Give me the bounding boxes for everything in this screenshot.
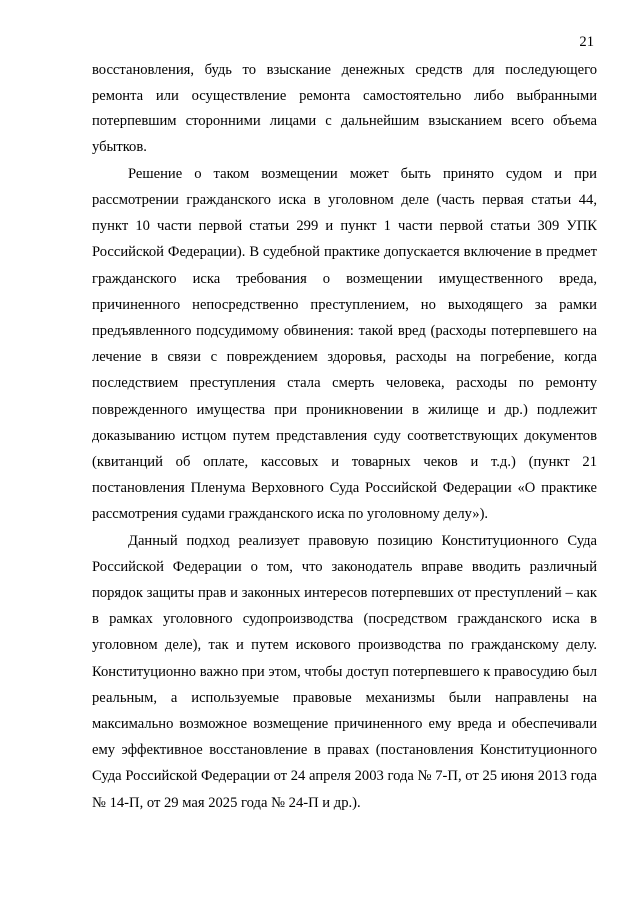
paragraph-constitutional-position: Данный подход реализует правовую позицию Конституционного Суда Российской Федерации о том, что законодатель вправе вводить различный порядок защиты прав и законных интересов потерпевших от преступлений – как в рамках уголовного судопроизводства (посредством гражданского иска в уголовном деле), так и путем искового производства по гражданскому делу. Конституционно важно при этом, чтобы доступ потерпевшего к правосудию был реальным, а используемые правовые механизмы были направлены на максимально возможное возмещение причиненного ему вреда и обеспечивали ему эффективное восстановление в правах (постановления Конституционного Суда Российской Федерации от 24 апреля 2003 года № 7-П, от 25 июня 2013 года № 14-П, от 29 мая 2025 года № 24-П и др.).: [92, 532, 597, 811]
document-body: [92, 58, 597, 816]
paragraph-compensation-decision: Решение о таком возмещении может быть принято судом и при рассмотрении гражданского иска в уголовном деле (часть первая статьи 44, пункт 10 части первой статьи 299 и пункт 1 части первой статьи 309 УПК Российской Федерации). В судебной практике допускается включение в предмет гражданского иска требования о возмещении имущественного вреда, причиненного непосредственно преступлением, но выходящего за рамки предъявленного подсудимому обвинения: такой вред (расходы потерпевшего на лечение в связи с повреждением здоровья, расходы на погребение, когда последствием преступления стала смерть человека, расходы по ремонту поврежденного имущества при проникновении в жилище и др.) подлежит доказыванию истцом путем представления суду соответствующих документов (квитанций об оплате, кассовых и товарных чеков и т.д.) (пункт 21 постановления Пленума Верховного Суда Российской Федерации «О практике рассмотрения судами гражданского иска по уголовному делу»).: [92, 165, 597, 523]
paragraph-continuation: восстановления, будь то взыскание денежных средств для последующего ремонта или осуществление ремонта самостоятельно либо выбранными потерпевшим сторонними лицами с дальнейшим взысканием всего объема убытков.: [92, 62, 597, 156]
page-number: 21: [579, 34, 594, 50]
